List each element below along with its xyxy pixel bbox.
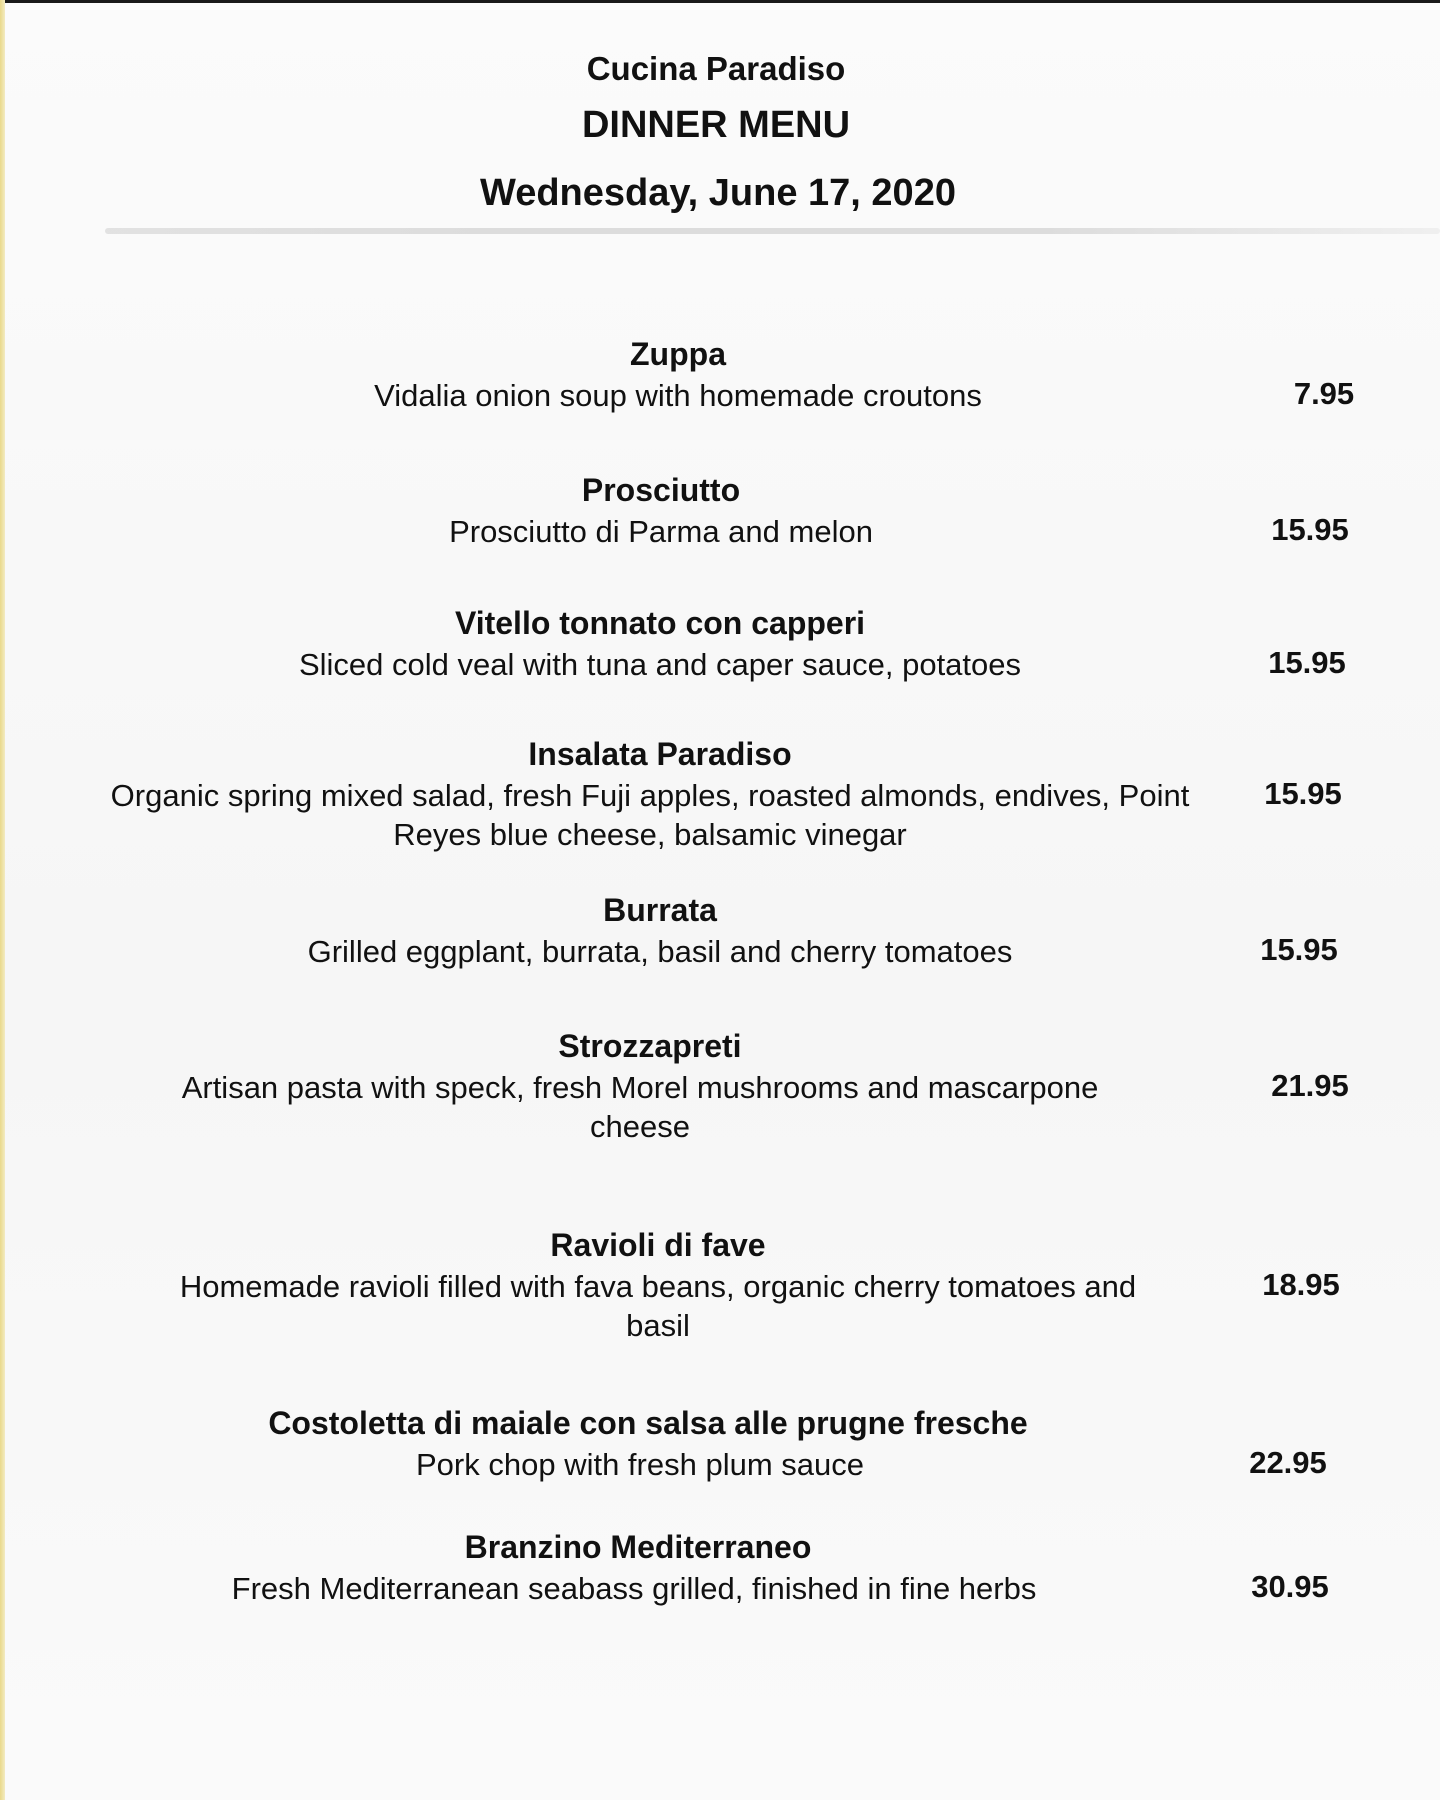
item-name: Ravioli di fave bbox=[550, 1227, 766, 1263]
item-price: 15.95 bbox=[1264, 776, 1342, 811]
item-name: Prosciutto bbox=[581, 472, 741, 508]
item-name: Strozzapreti bbox=[558, 1028, 742, 1064]
item-name: Zuppa bbox=[630, 336, 726, 372]
menu-date: Wednesday, June 17, 2020 bbox=[480, 172, 956, 214]
item-description: Artisan pasta with speck, fresh Morel mushrooms and mascarpone cheese bbox=[181, 1070, 1099, 1144]
item-description: Pork chop with fresh plum sauce bbox=[416, 1447, 864, 1482]
restaurant-name: Cucina Paradiso bbox=[586, 50, 846, 87]
item-price: 22.95 bbox=[1249, 1445, 1327, 1480]
item-price: 18.95 bbox=[1262, 1267, 1340, 1302]
item-price: 30.95 bbox=[1251, 1569, 1329, 1604]
item-price: 15.95 bbox=[1271, 512, 1349, 547]
menu-title: DINNER MENU bbox=[581, 104, 851, 146]
item-description: Sliced cold veal with tuna and caper sauce, potatoes bbox=[298, 647, 1022, 682]
item-description: Vidalia onion soup with homemade croutons bbox=[374, 378, 982, 413]
item-name: Branzino Mediterraneo bbox=[464, 1529, 812, 1565]
item-description: Prosciutto di Parma and melon bbox=[449, 514, 873, 549]
item-name: Vitello tonnato con capperi bbox=[454, 605, 866, 641]
item-name: Costoletta di maiale con salsa alle prugne fresche bbox=[268, 1405, 1028, 1441]
top-edge bbox=[0, 0, 1440, 3]
left-edge bbox=[0, 0, 5, 1800]
item-name: Insalata Paradiso bbox=[528, 736, 792, 772]
item-price: 15.95 bbox=[1268, 645, 1346, 680]
item-name: Burrata bbox=[603, 892, 717, 928]
item-description: Grilled eggplant, burrata, basil and cherry tomatoes bbox=[307, 934, 1013, 969]
item-description: Organic spring mixed salad, fresh Fuji apples, roasted almonds, endives, Point Reyes blue cheese, balsamic vinegar bbox=[110, 778, 1190, 852]
item-price: 15.95 bbox=[1260, 932, 1338, 967]
item-price: 21.95 bbox=[1271, 1068, 1349, 1103]
item-description: Homemade ravioli filled with fava beans, organic cherry tomatoes and basil bbox=[179, 1269, 1137, 1343]
item-price: 7.95 bbox=[1293, 376, 1355, 411]
header-divider bbox=[105, 228, 1440, 234]
item-description: Fresh Mediterranean seabass grilled, finished in fine herbs bbox=[231, 1571, 1037, 1606]
